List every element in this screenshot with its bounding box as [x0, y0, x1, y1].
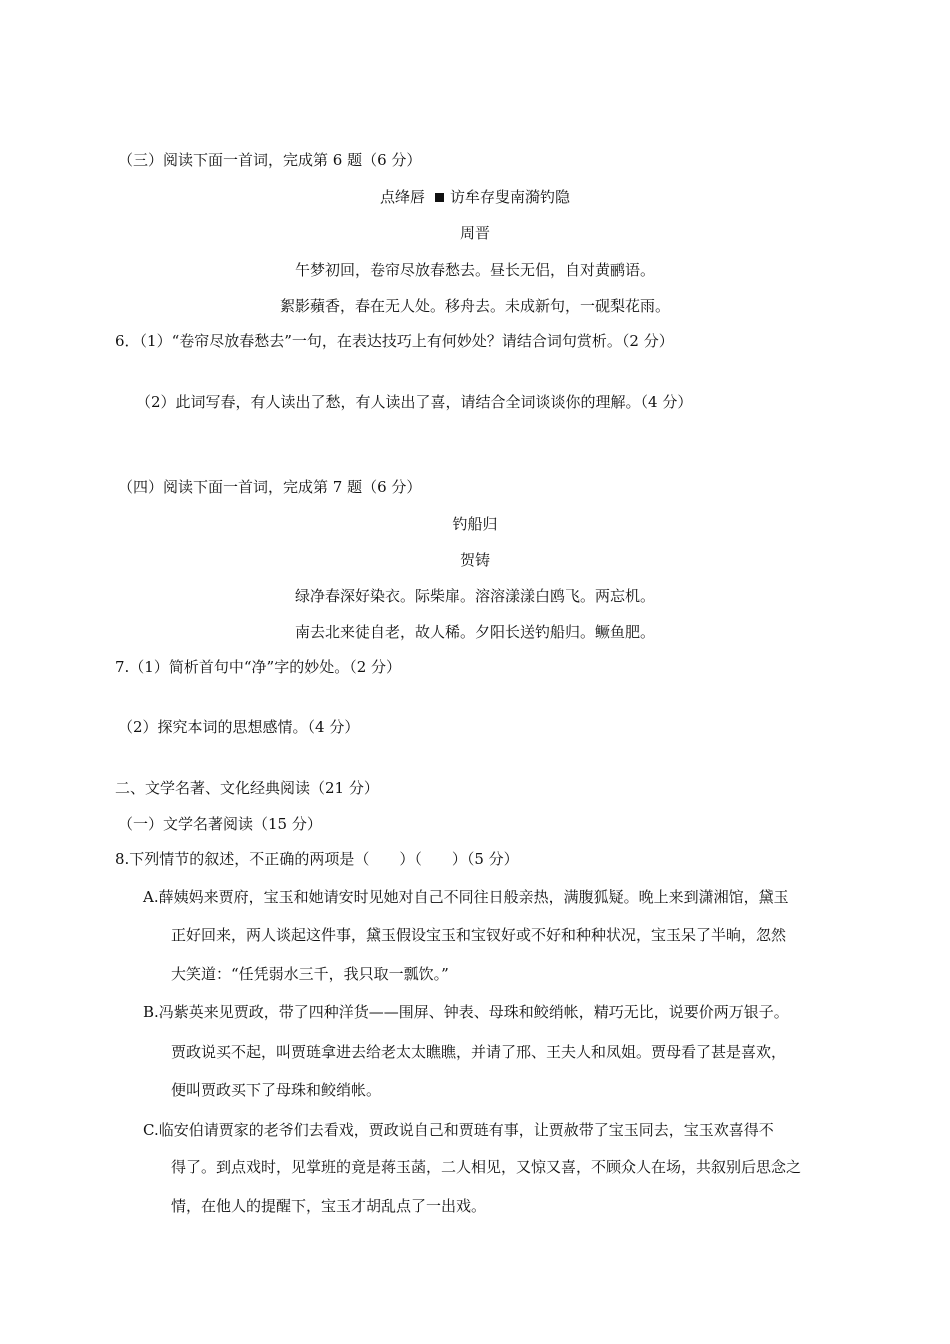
option-b-line-3: 便叫贾政买下了母珠和鲛绡帐。: [171, 1081, 382, 1099]
poem1-title-subject: 访牟存叟南漪钓隐: [450, 188, 571, 206]
title-separator-mark: [435, 193, 444, 202]
question-7-part-1: 7.（1）简析首句中“净”字的妙处。（2 分）: [115, 658, 402, 676]
poem1-title-tune: 点绛唇: [379, 188, 425, 206]
option-a-line-1: A.薛姨妈来贾府，宝玉和她请安时见她对自己不同往日般亲热，满腹狐疑。晚上来到潇湘馆，黛玉: [143, 888, 789, 906]
section4-header: （四）阅读下面一首词，完成第 7 题（6 分）: [118, 478, 422, 496]
option-a-line-2: 正好回来，两人谈起这件事，黛玉假设宝玉和宝钗好或不好和种种状况，宝玉呆了半晌，忽然: [171, 926, 787, 944]
part2-header: 二、文学名著、文化经典阅读（21 分）: [115, 779, 379, 797]
poem1-line-1: 午梦初回，卷帘尽放春愁去。昼长无侣，自对黄鹂语。: [294, 261, 655, 279]
option-c-line-1: C.临安伯请贾家的老爷们去看戏，贾政说自己和贾琏有事，让贾赦带了宝玉同去，宝玉欢喜得不: [143, 1121, 774, 1139]
question-7-part-2: （2）探究本词的思想感情。（4 分）: [118, 718, 360, 736]
question-8: 8.下列情节的叙述，不正确的两项是（ ）（ ）（5 分）: [115, 850, 519, 868]
poem1-line-2: 絮影蘋香，春在无人处。移舟去。未成新句，一砚梨花雨。: [279, 297, 670, 315]
poem2-line-2: 南去北来徒自老，故人稀。夕阳长送钓船归。鳜鱼肥。: [294, 623, 655, 641]
question-6-part-2: （2）此词写春，有人读出了愁，有人读出了喜，请结合全词谈谈你的理解。（4 分）: [136, 393, 693, 411]
part2-sub-header: （一）文学名著阅读（15 分）: [118, 815, 322, 833]
option-a-line-3: 大笑道：“任凭弱水三千，我只取一瓢饮。”: [171, 965, 449, 983]
option-c-line-3: 情，在他人的提醒下，宝玉才胡乱点了一出戏。: [171, 1197, 487, 1215]
poem1-title: [0, 187, 950, 207]
poem1-author: 周晋: [459, 224, 490, 242]
question-6-part-1: 6．（1）“卷帘尽放春愁去”一句，在表达技巧上有何妙处？请结合词句赏析。（2 分）: [115, 332, 674, 350]
poem2-title: 钓船归: [452, 515, 498, 533]
poem2-line-1: 绿净春深好染衣。际柴扉。溶溶漾漾白鸥飞。两忘机。: [294, 587, 655, 605]
option-b-line-2: 贾政说买不起，叫贾琏拿进去给老太太瞧瞧，并请了邢、王夫人和凤姐。贾母看了甚是喜欢，: [171, 1043, 787, 1061]
option-c-line-2: 得了。到点戏时，见掌班的竟是蒋玉菡，二人相见，又惊又喜，不顾众人在场，共叙别后思念之: [171, 1158, 802, 1176]
option-b-line-1: B.冯紫英来见贾政，带了四种洋货——围屏、钟表、母珠和鲛绡帐，精巧无比，说要价两万银子。: [143, 1003, 789, 1021]
section3-header: （三）阅读下面一首词，完成第 6 题（6 分）: [118, 151, 422, 169]
poem2-author: 贺铸: [459, 551, 490, 569]
